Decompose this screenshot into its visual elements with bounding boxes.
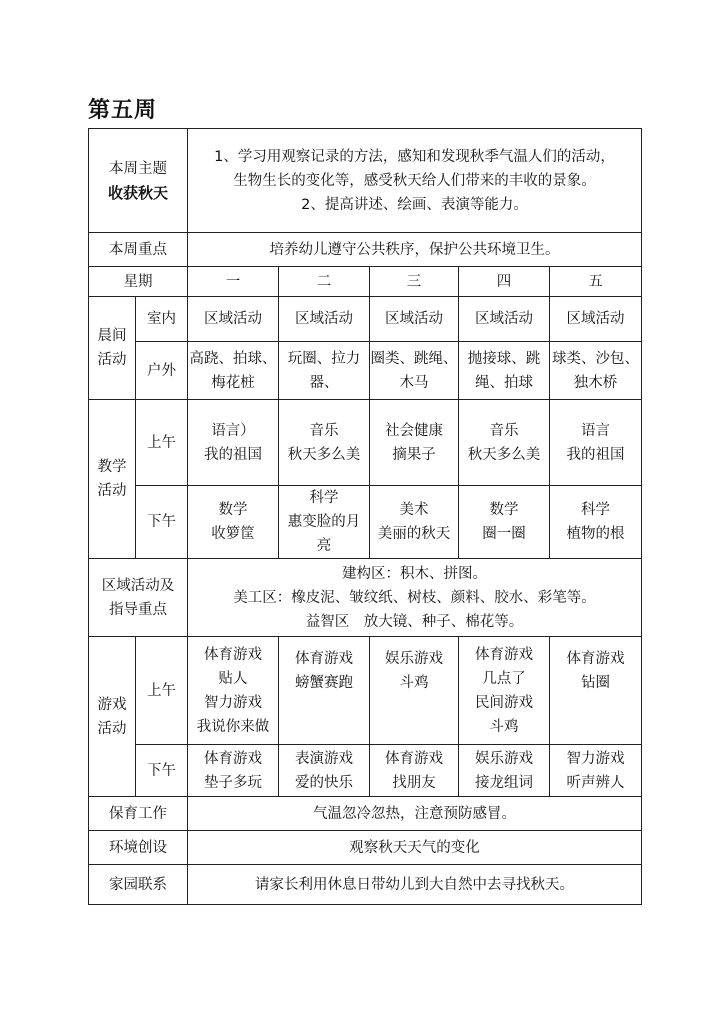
indoor-cell: 区域活动	[188, 297, 279, 342]
lesson-title: 圈一圈	[482, 526, 526, 542]
lesson-title: 我的祖国	[204, 446, 263, 463]
indoor-cell: 区域活动	[459, 297, 550, 342]
lesson-title: 亮	[316, 538, 332, 554]
teaching-am-cell	[188, 400, 279, 486]
lesson-subject: 美术	[399, 502, 429, 518]
game-line: 螃蟹赛跑	[295, 675, 354, 691]
teaching-am-cell	[550, 400, 642, 486]
theme-label: 本周主题	[109, 160, 167, 177]
area-line: 美工区：橡皮泥、皱纹纸、树枝、颜料、胶水、彩笔等。	[233, 589, 596, 606]
care-text: 气温忽冷忽热，注意预防感冒。	[188, 797, 642, 831]
games-am-cell	[188, 637, 279, 745]
lesson-subject: 语言	[581, 422, 611, 439]
games-am-label: 上午	[136, 637, 188, 745]
lesson-subject: 音乐	[489, 422, 519, 439]
theme-name: 收获秋天	[108, 183, 169, 202]
teaching-label-line: 教学	[97, 459, 127, 475]
teaching-pm-cell	[550, 486, 642, 559]
weekday-header: 五	[550, 267, 642, 297]
game-line: 智力游戏	[566, 750, 625, 767]
area-label	[89, 559, 188, 637]
area-activity-row	[89, 559, 642, 637]
games-label-line: 活动	[97, 720, 127, 737]
weekday-header: 一	[188, 267, 279, 297]
games-am-row	[89, 637, 642, 745]
theme-goal-line: 生物生长的变化等，感受秋天给人们带来的丰收的景象。	[233, 172, 596, 189]
game-line: 体育游戏	[385, 750, 444, 767]
lesson-subject: 语言）	[211, 422, 255, 439]
outdoor-cell	[550, 342, 642, 400]
teaching-pm-label: 下午	[136, 486, 188, 559]
outdoor-line: 球类、沙包、	[552, 350, 640, 367]
weekly-plan-table	[88, 128, 642, 905]
environment-label: 环境创设	[89, 831, 188, 865]
lesson-title: 植物的根	[566, 526, 625, 542]
teaching-pm-cell	[459, 486, 550, 559]
lesson-title: 惠变脸的月	[287, 514, 361, 530]
teaching-am-cell	[279, 400, 370, 486]
games-am-cell	[459, 637, 550, 745]
morning-label-line: 活动	[97, 352, 127, 368]
game-line: 钻圈	[581, 675, 611, 691]
lesson-title: 秋天多么美	[287, 446, 361, 463]
focus-row	[89, 233, 642, 267]
environment-row	[89, 831, 642, 865]
care-row	[89, 797, 642, 831]
game-line: 找朋友	[392, 774, 436, 791]
games-pm-label: 下午	[136, 745, 188, 797]
home-contact-row	[89, 865, 642, 905]
games-pm-cell	[279, 745, 370, 797]
morning-indoor-row	[89, 297, 642, 342]
outdoor-line: 圈类、跳绳、	[370, 350, 458, 367]
lesson-subject: 音乐	[309, 422, 339, 439]
teaching-pm-cell	[370, 486, 459, 559]
weekday-header: 三	[370, 267, 459, 297]
games-am-cell	[370, 637, 459, 745]
lesson-subject: 社会健康	[385, 422, 444, 439]
theme-goal-line: 2、提高讲述、绘画、表演等能力。	[301, 196, 528, 213]
lesson-title: 我的祖国	[566, 446, 625, 463]
game-line: 体育游戏	[566, 651, 625, 667]
weekday-header: 四	[459, 267, 550, 297]
outdoor-line: 梅花桩	[211, 374, 255, 391]
game-line: 娱乐游戏	[385, 651, 444, 667]
teaching-pm-cell	[188, 486, 279, 559]
environment-text: 观察秋天天气的变化	[188, 831, 642, 865]
area-label-line: 指导重点	[109, 601, 167, 618]
lesson-subject: 数学	[218, 502, 248, 518]
teaching-pm-cell	[279, 486, 370, 559]
lesson-subject: 数学	[489, 502, 519, 518]
games-am-cell	[550, 637, 642, 745]
indoor-cell: 区域活动	[550, 297, 642, 342]
outdoor-line: 高跷、拍球、	[189, 350, 277, 367]
game-line: 表演游戏	[295, 750, 354, 767]
lesson-title: 秋天多么美	[467, 446, 541, 463]
focus-text: 培养幼儿遵守公共秩序，保护公共环境卫生。	[188, 233, 642, 267]
outdoor-line: 抛接球、跳	[467, 350, 541, 367]
game-line: 娱乐游戏	[475, 750, 534, 767]
games-label-line: 游戏	[97, 696, 127, 713]
teaching-label-line: 活动	[97, 483, 127, 499]
lesson-subject: 科学	[581, 502, 611, 518]
care-label: 保育工作	[89, 797, 188, 831]
indoor-cell: 区域活动	[279, 297, 370, 342]
weekday-label: 星期	[89, 267, 188, 297]
outdoor-cell	[459, 342, 550, 400]
outdoor-line: 玩圈、拉力	[287, 350, 361, 367]
teaching-am-cell	[459, 400, 550, 486]
game-line: 体育游戏	[204, 646, 263, 663]
home-contact-label: 家园联系	[89, 865, 188, 905]
games-am-cell	[279, 637, 370, 745]
outdoor-cell	[370, 342, 459, 400]
theme-row	[89, 129, 642, 233]
teaching-am-row	[89, 400, 642, 486]
lesson-title: 美丽的秋天	[377, 526, 451, 542]
theme-label-cell	[89, 129, 188, 233]
teaching-am-label: 上午	[136, 400, 188, 486]
games-activity-label	[89, 637, 136, 797]
weekday-row	[89, 267, 642, 297]
theme-goal-line: 1、学习用观察记录的方法，感知和发现秋季气温人们的活动，	[214, 148, 615, 165]
area-label-line: 区域活动及	[101, 577, 175, 594]
teaching-am-cell	[370, 400, 459, 486]
morning-label-line: 晨间	[97, 328, 127, 344]
games-pm-cell	[550, 745, 642, 797]
morning-outdoor-row	[89, 342, 642, 400]
game-line: 体育游戏	[475, 646, 534, 663]
outdoor-cell	[279, 342, 370, 400]
indoor-cell: 区域活动	[370, 297, 459, 342]
lesson-title: 摘果子	[392, 446, 436, 463]
home-contact-text: 请家长利用休息日带幼儿到大自然中去寻找秋天。	[188, 865, 642, 905]
teaching-pm-row	[89, 486, 642, 559]
lesson-title: 收箩筐	[211, 526, 255, 542]
outdoor-line: 独木桥	[573, 374, 618, 391]
outdoor-cell	[188, 342, 279, 400]
game-line: 接龙组词	[475, 774, 534, 791]
game-line: 斗鸡	[399, 675, 429, 691]
outdoor-line: 绳、拍球	[475, 374, 534, 391]
game-line: 体育游戏	[204, 750, 263, 767]
outdoor-label: 户外	[136, 342, 188, 400]
focus-label: 本周重点	[89, 233, 188, 267]
game-line: 垫子多玩	[204, 774, 263, 791]
games-pm-row	[89, 745, 642, 797]
game-line: 贴人	[218, 670, 248, 687]
weekday-header: 二	[279, 267, 370, 297]
games-pm-cell	[370, 745, 459, 797]
theme-goals-cell	[188, 129, 642, 233]
game-line: 我说你来做	[196, 718, 270, 735]
teaching-activity-label	[89, 400, 136, 559]
games-pm-cell	[459, 745, 550, 797]
indoor-label: 室内	[136, 297, 188, 342]
game-line: 听声辨人	[566, 774, 625, 791]
game-line: 爱的快乐	[295, 774, 354, 791]
area-line: 建构区：积木、拼图。	[342, 565, 488, 582]
game-line: 体育游戏	[295, 651, 354, 667]
outdoor-line: 器、	[309, 374, 339, 391]
area-content	[188, 559, 642, 637]
area-line: 益智区 放大镜、种子、棉花等。	[305, 613, 524, 630]
outdoor-line: 木马	[399, 374, 429, 391]
morning-activity-label	[89, 297, 136, 400]
game-line: 几点了	[482, 670, 526, 687]
game-line: 智力游戏	[204, 694, 263, 711]
week-title: 第五周	[88, 97, 158, 123]
game-line: 民间游戏	[475, 694, 534, 711]
game-line: 斗鸡	[489, 718, 519, 735]
games-pm-cell	[188, 745, 279, 797]
lesson-subject: 科学	[309, 490, 339, 506]
